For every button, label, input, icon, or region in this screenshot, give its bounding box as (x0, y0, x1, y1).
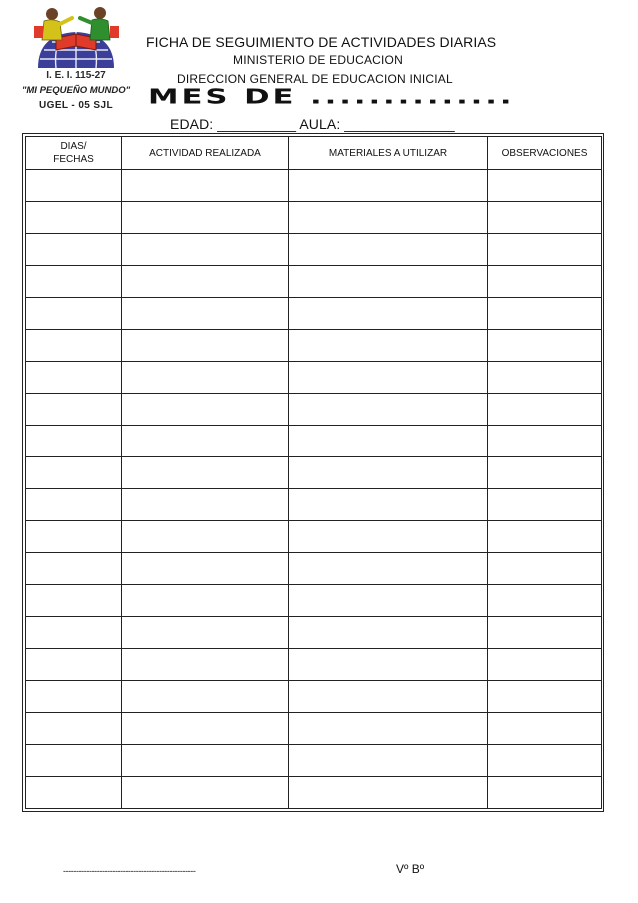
activity-table-frame (22, 133, 604, 812)
logo-school-name: "MI PEQUEÑO MUNDO" (21, 85, 131, 96)
table-row (26, 521, 602, 553)
materials-cell (289, 489, 488, 521)
observations-cell (488, 521, 602, 553)
activity-cell (122, 521, 289, 553)
observations-cell (488, 585, 602, 617)
col-header-activity: ACTIVIDAD REALIZADA (122, 137, 289, 170)
materials-cell (289, 521, 488, 553)
day-cell (26, 297, 122, 329)
observations-cell (488, 617, 602, 649)
day-cell (26, 425, 122, 457)
day-cell (26, 233, 122, 265)
table-row (26, 329, 602, 361)
materials-cell (289, 297, 488, 329)
activity-cell (122, 744, 289, 776)
day-cell (26, 265, 122, 297)
observations-cell (488, 361, 602, 393)
activity-cell (122, 776, 289, 808)
day-cell (26, 521, 122, 553)
table-row (26, 585, 602, 617)
table-row (26, 265, 602, 297)
activity-cell (122, 617, 289, 649)
day-cell (26, 553, 122, 585)
activity-cell (122, 649, 289, 681)
materials-cell (289, 233, 488, 265)
school-logo (20, 4, 132, 114)
col-header-materials: MATERIALES A UTILIZAR (289, 137, 488, 170)
age-room-fields: EDAD: __________ AULA: ______________ (170, 116, 455, 132)
table-row (26, 553, 602, 585)
day-cell (26, 361, 122, 393)
activity-cell (122, 233, 289, 265)
materials-cell (289, 585, 488, 617)
activity-cell (122, 265, 289, 297)
materials-cell (289, 457, 488, 489)
day-cell (26, 649, 122, 681)
table-row (26, 776, 602, 808)
observations-cell (488, 393, 602, 425)
activity-cell (122, 425, 289, 457)
table-row (26, 425, 602, 457)
table-row (26, 201, 602, 233)
logo-ugel: UGEL - 05 SJL (39, 100, 113, 111)
ministry-name: MINISTERIO DE EDUCACION (233, 53, 403, 67)
table-row (26, 170, 602, 202)
day-cell (26, 585, 122, 617)
day-cell (26, 681, 122, 713)
observations-cell (488, 170, 602, 202)
table-row (26, 361, 602, 393)
materials-cell (289, 776, 488, 808)
form-title: FICHA DE SEGUIMIENTO DE ACTIVIDADES DIARIAS (146, 34, 497, 50)
observations-cell (488, 776, 602, 808)
materials-cell (289, 681, 488, 713)
col-header-days-line2: FECHAS (53, 154, 94, 165)
table-row (26, 297, 602, 329)
day-cell (26, 201, 122, 233)
table-body (26, 170, 602, 809)
activity-cell (122, 457, 289, 489)
table-row (26, 617, 602, 649)
table-row (26, 649, 602, 681)
materials-cell (289, 744, 488, 776)
direction-name: DIRECCION GENERAL DE EDUCACION INICIAL (177, 72, 453, 86)
day-cell (26, 712, 122, 744)
activity-cell (122, 297, 289, 329)
activity-cell (122, 393, 289, 425)
observations-cell (488, 553, 602, 585)
table-row (26, 712, 602, 744)
activity-cell (122, 170, 289, 202)
observations-cell (488, 201, 602, 233)
table-row (26, 489, 602, 521)
materials-cell (289, 170, 488, 202)
day-cell (26, 489, 122, 521)
materials-cell (289, 425, 488, 457)
table-header-row (26, 137, 602, 170)
observations-cell (488, 489, 602, 521)
observations-cell (488, 233, 602, 265)
col-header-days (26, 137, 122, 170)
globe-children-icon (26, 4, 126, 70)
materials-cell (289, 712, 488, 744)
day-cell (26, 617, 122, 649)
observations-cell (488, 649, 602, 681)
activity-cell (122, 329, 289, 361)
day-cell (26, 744, 122, 776)
materials-cell (289, 617, 488, 649)
activity-cell (122, 361, 289, 393)
vobo-label: Vº Bº (396, 862, 425, 876)
activity-cell (122, 585, 289, 617)
month-field: MES DE .............. (148, 85, 515, 109)
materials-cell (289, 265, 488, 297)
observations-cell (488, 329, 602, 361)
activity-cell (122, 201, 289, 233)
materials-cell (289, 553, 488, 585)
day-cell (26, 776, 122, 808)
materials-cell (289, 329, 488, 361)
table-row (26, 681, 602, 713)
day-cell (26, 457, 122, 489)
col-header-observations: OBSERVACIONES (488, 137, 602, 170)
logo-school-code: I. E. I. 115-27 (46, 70, 106, 81)
signature-line: --------------------------------------------------- (63, 866, 196, 876)
activity-cell (122, 681, 289, 713)
observations-cell (488, 712, 602, 744)
table-row (26, 457, 602, 489)
observations-cell (488, 681, 602, 713)
activity-cell (122, 712, 289, 744)
activity-table (25, 136, 602, 809)
observations-cell (488, 297, 602, 329)
day-cell (26, 329, 122, 361)
day-cell (26, 170, 122, 202)
observations-cell (488, 744, 602, 776)
observations-cell (488, 457, 602, 489)
materials-cell (289, 361, 488, 393)
observations-cell (488, 265, 602, 297)
activity-cell (122, 553, 289, 585)
table-row (26, 744, 602, 776)
activity-cell (122, 489, 289, 521)
day-cell (26, 393, 122, 425)
materials-cell (289, 393, 488, 425)
observations-cell (488, 425, 602, 457)
materials-cell (289, 649, 488, 681)
col-header-days-line1: DIAS/ (60, 141, 87, 152)
materials-cell (289, 201, 488, 233)
table-row (26, 393, 602, 425)
table-row (26, 233, 602, 265)
